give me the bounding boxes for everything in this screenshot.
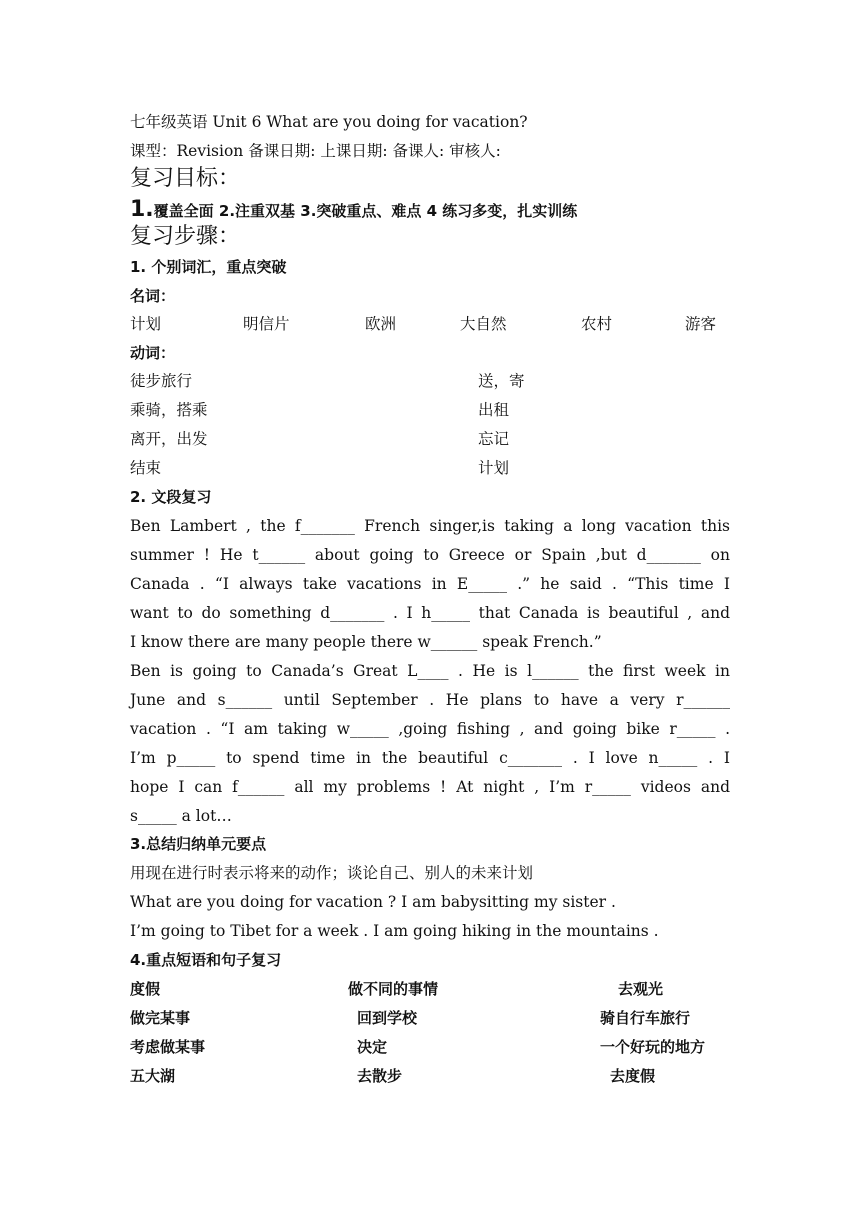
goals-items: [130, 196, 577, 224]
noun-3: 欧洲: [365, 315, 397, 333]
passage-line-9: I’m p_____ to spend time in the beautiful c_______ . I love n_____ . I: [130, 749, 730, 767]
noun-1: 计划: [130, 315, 162, 333]
phrase-r3-c2: 决定: [357, 1038, 388, 1056]
verb-left-4: 结束: [130, 459, 162, 477]
passage-line-3: Canada . “I always take vacations in E_____ .” he said . “This time I: [130, 575, 730, 593]
section3-line-1: 用现在进行时表示将来的动作；谈论自己、别人的未来计划: [130, 864, 534, 882]
nouns-label: 名词：: [130, 287, 176, 305]
verb-left-1: 徒步旅行: [130, 372, 193, 390]
section3-title: 3.总结归纳单元要点: [130, 835, 267, 853]
section3-line-2: What are you doing for vacation ? I am babysitting my sister .: [130, 893, 616, 911]
verbs-label: 动词：: [130, 344, 176, 362]
section3-line-3: I’m going to Tibet for a week . I am going hiking in the mountains .: [130, 922, 659, 940]
phrase-r4-c2: 去散步: [357, 1067, 403, 1085]
phrase-r1-c2: 做不同的事情: [348, 980, 439, 998]
goals-text: 覆盖全面 2.注重双基 3.突破重点、难点 4 练习多变，扎实训练: [153, 202, 578, 220]
phrase-r4-c1: 五大湖: [130, 1067, 176, 1085]
verb-left-3: 离开，出发: [130, 430, 208, 448]
passage-line-8: vacation . “I am taking w_____ ,going fishing , and going bike r_____ .: [130, 720, 730, 738]
verb-right-1: 送，寄: [478, 372, 525, 390]
passage-line-2: summer ! He t______ about going to Greece or Spain ,but d_______ on: [130, 546, 730, 564]
passage-line-5: I know there are many people there w______ speak French.”: [130, 633, 602, 651]
noun-6: 游客: [685, 315, 717, 333]
phrase-r3-c1: 考虑做某事: [130, 1038, 206, 1056]
passage-line-11: s_____ a lot…: [130, 807, 232, 825]
verb-right-4: 计划: [478, 459, 510, 477]
section4-title: 4.重点短语和句子复习: [130, 951, 282, 969]
header-line-2: 课型：Revision 备课日期: 上课日期: 备课人: 审核人:: [130, 142, 501, 160]
passage-line-10: hope I can f______ all my problems ! At night , I’m r_____ videos and: [130, 778, 730, 796]
phrase-r2-c1: 做完某事: [130, 1009, 191, 1027]
noun-4: 大自然: [460, 315, 507, 333]
passage-line-1: Ben Lambert , the f_______ French singer,is taking a long vacation this: [130, 517, 730, 535]
phrase-r2-c3: 骑自行车旅行: [600, 1009, 691, 1027]
phrase-r3-c3: 一个好玩的地方: [600, 1038, 706, 1056]
goals-title: 复习目标：: [130, 166, 241, 191]
phrase-r2-c2: 回到学校: [357, 1009, 418, 1027]
verb-right-3: 忘记: [478, 430, 510, 448]
section2-title: 2. 文段复习: [130, 488, 212, 506]
phrase-r4-c3: 去度假: [610, 1067, 656, 1085]
section1-title: 1. 个别词汇，重点突破: [130, 258, 287, 276]
passage-line-6: Ben is going to Canada’s Great L____ . He is l______ the first week in: [130, 662, 730, 680]
steps-title: 复习步骤：: [130, 224, 241, 249]
noun-2: 明信片: [243, 315, 290, 333]
header-line-1: 七年级英语 Unit 6 What are you doing for vacation?: [130, 113, 528, 131]
phrase-r1-c1: 度假: [130, 980, 161, 998]
goals-number: 1.: [130, 197, 154, 222]
passage-line-4: want to do something d_______ . I h_____ that Canada is beautiful , and: [130, 604, 730, 622]
verb-left-2: 乘骑，搭乘: [130, 401, 208, 419]
phrase-r1-c3: 去观光: [618, 980, 664, 998]
noun-5: 农村: [581, 315, 613, 333]
verb-right-2: 出租: [478, 401, 510, 419]
passage-line-7: June and s______ until September . He plans to have a very r______: [130, 691, 730, 709]
